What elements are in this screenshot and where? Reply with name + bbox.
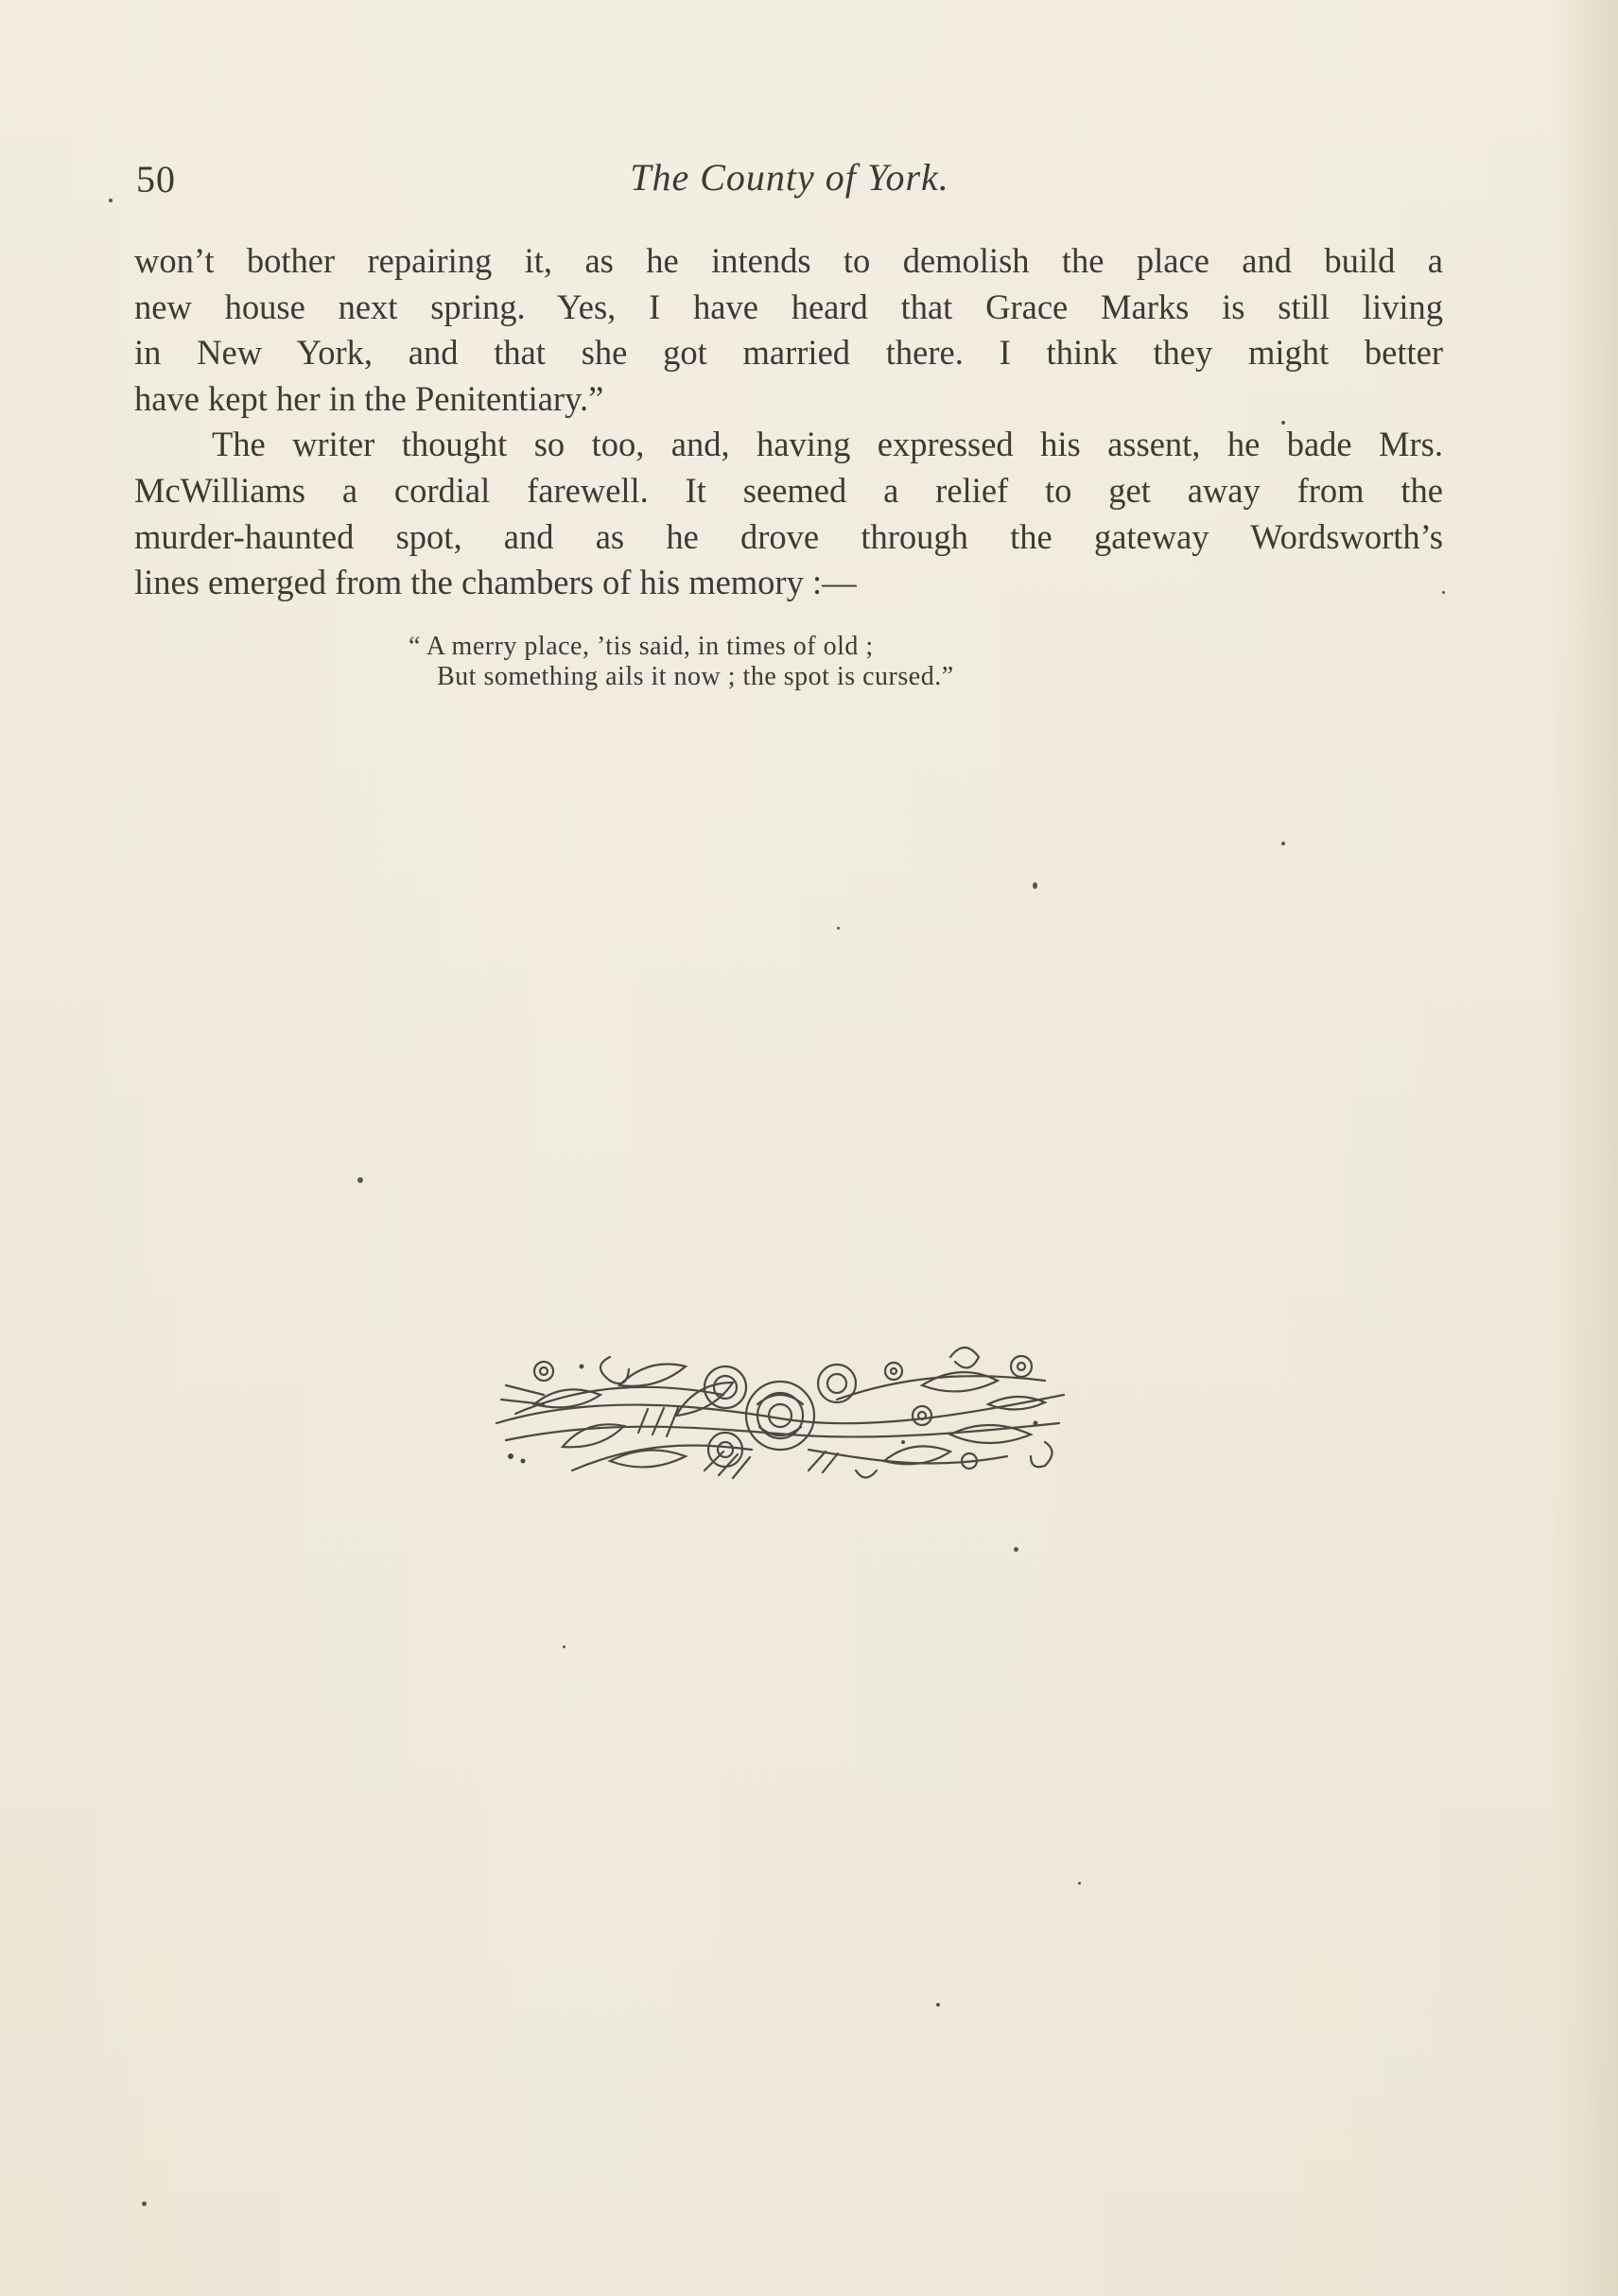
text-line: murder-haunted spot, and as he drove through the gateway Wordsworth’s: [134, 516, 1443, 556]
paper-speck: [1281, 842, 1285, 845]
paper-speck: [1014, 1547, 1018, 1552]
text-line: won’t bother repairing it, as he intends to demolish the place and build a: [134, 241, 1443, 280]
paragraph-2: [134, 422, 1443, 605]
paper-speck: [357, 1177, 363, 1183]
body-text: [134, 238, 1443, 606]
verse-line-1: “ A merry place, ’tis said, in times of old ;: [409, 632, 874, 661]
running-head: [132, 151, 1447, 208]
paragraph-1: [134, 238, 1443, 422]
paper-speck: [837, 927, 840, 930]
verse-line-2: But something ails it now ; the spot is cursed.”: [437, 662, 954, 691]
text-line: lines emerged from the chambers of his memory :—: [134, 563, 857, 602]
text-line: The writer thought so too, and, having expressed his assent, he bade Mrs.: [212, 425, 1443, 464]
paper-speck: [1033, 882, 1037, 889]
paper-speck: [563, 1645, 565, 1648]
page-edge-shadow: [1552, 0, 1618, 2296]
paper-speck: [1442, 591, 1445, 594]
paper-speck: [1078, 1882, 1081, 1885]
page-number: 50: [136, 158, 176, 200]
text-line: have kept her in the Penitentiary.”: [134, 378, 604, 418]
text-line: new house next spring. Yes, I have heard that Grace Marks is still living: [134, 287, 1443, 326]
paper-speck: [109, 199, 113, 202]
running-title: The County of York.: [630, 156, 949, 199]
paper-speck: [936, 2003, 940, 2007]
text-line: in New York, and that she got married there. I think they might better: [134, 333, 1443, 373]
paper-speck: [142, 2201, 147, 2206]
paper-speck: [1281, 421, 1285, 425]
floral-tailpiece-ornament-icon: [478, 1329, 1083, 1489]
text-line: McWilliams a cordial farewell. It seemed a relief to get away from the: [134, 470, 1443, 510]
verse-quotation: [409, 632, 1184, 692]
